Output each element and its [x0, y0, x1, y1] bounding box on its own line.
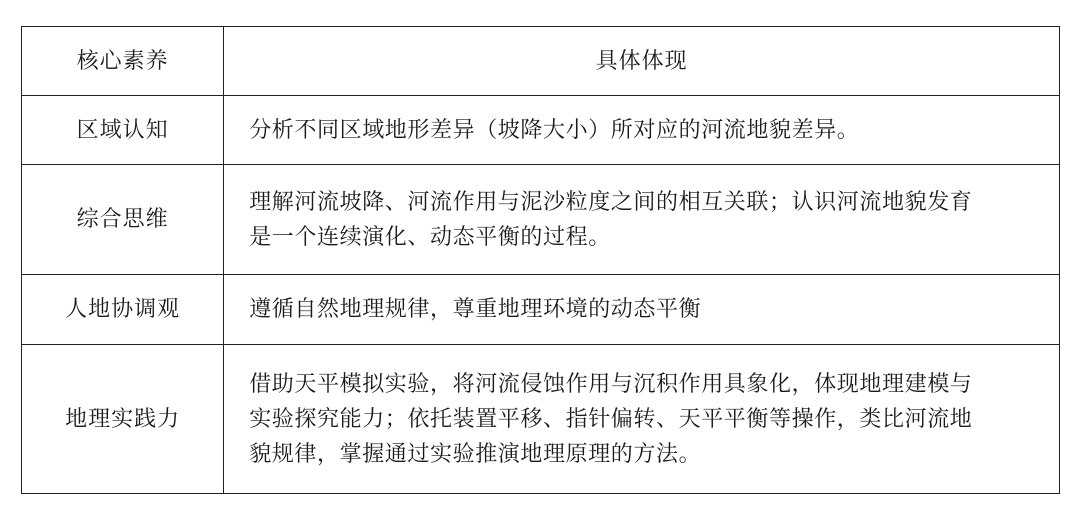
header-core-literacy: 核心素养 [22, 27, 224, 96]
description-line: 实验探究能力；依托装置平移、指针偏转、天平平衡等操作，类比河流地 [249, 406, 973, 432]
table-row [22, 275, 1060, 345]
table-row [22, 165, 1060, 275]
row-category: 区域认知 [22, 96, 224, 165]
core-literacy-table [21, 26, 1060, 494]
description-line: 借助天平模拟实验，将河流侵蚀作用与沉积作用具象化，体现地理建模与 [249, 371, 973, 397]
description-line: 是一个连续演化、动态平衡的过程。 [249, 224, 611, 250]
description-line: 貌规律，掌握通过实验推演地理原理的方法。 [249, 441, 702, 467]
row-category: 综合思维 [22, 165, 224, 275]
header-specific-manifestation: 具体体现 [224, 27, 1060, 96]
description-line: 理解河流坡降、河流作用与泥沙粒度之间的相互关联；认识河流地貌发育 [249, 189, 973, 215]
table-row [22, 345, 1060, 494]
row-category: 人地协调观 [22, 275, 224, 345]
description-line: 遵循自然地理规律，尊重地理环境的动态平衡 [249, 297, 702, 322]
row-description [224, 165, 1060, 275]
table-header-row [22, 27, 1060, 96]
table-row [22, 96, 1060, 165]
row-description [224, 96, 1060, 165]
row-description [224, 345, 1060, 494]
row-category: 地理实践力 [22, 345, 224, 494]
row-description [224, 275, 1060, 345]
description-line: 分析不同区域地形差异（坡降大小）所对应的河流地貌差异。 [249, 117, 860, 143]
